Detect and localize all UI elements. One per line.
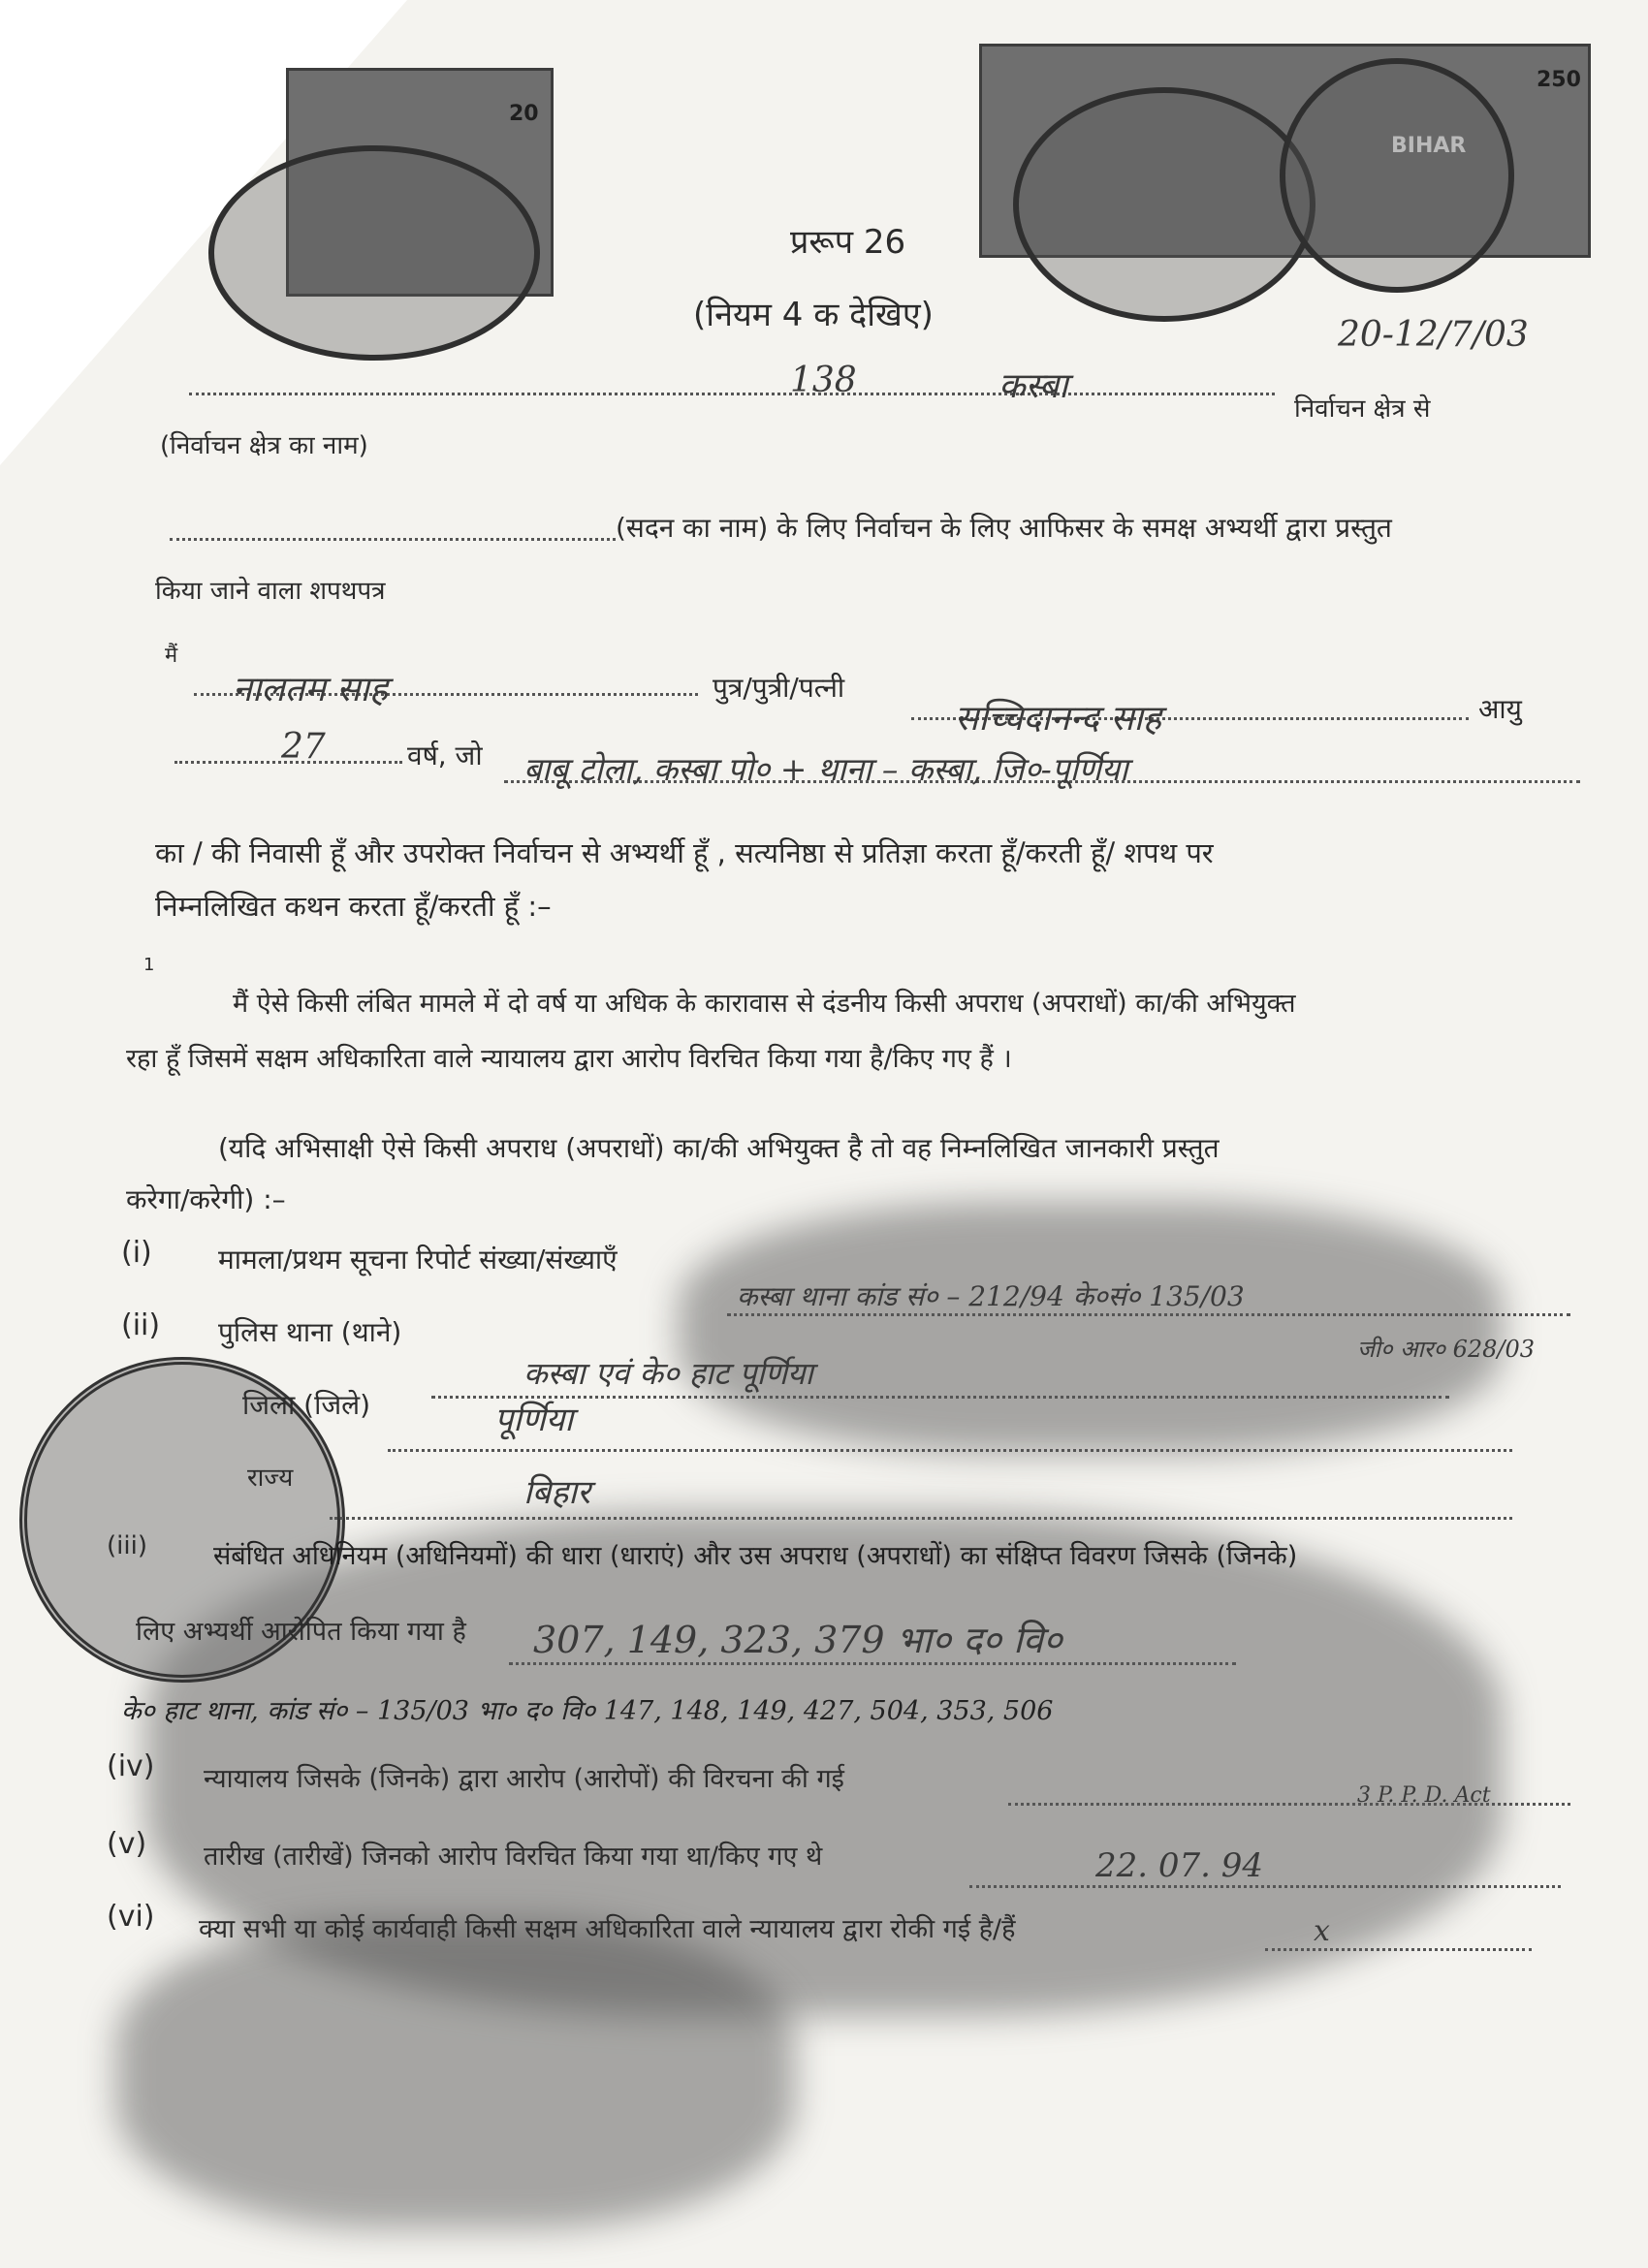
item-v-value: 22. 07. 94	[1095, 1846, 1264, 1885]
item-ii-label: पुलिस थाना (थाने)	[218, 1316, 402, 1348]
item-vi-number: (vi)	[107, 1900, 155, 1934]
constituency-name: कस्बा	[998, 366, 1068, 406]
state-value: बिहार	[523, 1473, 590, 1512]
stamp-seal-left	[208, 145, 540, 361]
stamp-denomination-left: 20	[509, 102, 539, 126]
item-iii-value-2: के० हाट थाना, कांड सं० – 135/03 भा० द० वि० 147, 148, 149, 427, 504, 353, 506	[121, 1696, 1054, 1726]
declarant-prefix: मैं	[165, 644, 178, 668]
stamp-seal-right-2	[1280, 58, 1514, 293]
years-label: वर्ष, जो	[407, 740, 483, 772]
rule-reference: (नियम 4 क देखिए)	[693, 296, 934, 334]
stamp-state: BIHAR	[1391, 134, 1467, 158]
house-line-text-2: किया जाने वाला शपथपत्र	[155, 577, 386, 606]
scan-smudge-1	[679, 1202, 1503, 1454]
district-value: पूर्णिया	[494, 1401, 574, 1439]
item-iii-label-2: लिए अभ्यर्थी आरोपित किया गया है	[136, 1617, 466, 1647]
constituency-dotted-line	[189, 393, 1275, 395]
stamp-seal-right-1	[1013, 87, 1315, 322]
declarant-name: नालतम साह	[233, 670, 388, 709]
item-vi-label: क्या सभी या कोई कार्यवाही किसी सक्षम अधिकारिता वाले न्यायालय द्वारा रोकी गई है/हैं	[199, 1914, 1016, 1944]
section-1-number: 1	[143, 955, 155, 975]
form-title: प्ररूप 26	[790, 223, 906, 262]
section-1-note-1: (यदि अभिसाक्षी ऐसे किसी अपराध (अपराधों) का/की अभियुक्त है तो वह निम्नलिखित जानकारी प्रस्तुत	[218, 1132, 1220, 1164]
item-ii-number: (ii)	[121, 1308, 161, 1342]
item-v-label: तारीख (तारीखें) जिनको आरोप विरचित किया गया था/किए गए थे	[204, 1842, 823, 1872]
item-i-label: मामला/प्रथम सूचना रिपोर्ट संख्या/संख्याएँ	[218, 1244, 618, 1276]
district-line	[388, 1449, 1512, 1452]
district-label: जिला (जिले)	[242, 1389, 371, 1421]
scan-smudge-3	[116, 1919, 795, 2229]
item-vi-line	[1265, 1948, 1532, 1951]
item-iii-value: 307, 149, 323, 379 भा० द० वि०	[533, 1619, 1062, 1661]
section-1-line-1: मैं ऐसे किसी लंबित मामले में दो वर्ष या अधिक के कारावास से दंडनीय किसी अपराध (अपराधों) का/की अभियुक्त	[233, 989, 1296, 1019]
item-i-value-2: जी० आर० 628/03	[1357, 1336, 1536, 1363]
declarant-line-3: का / की निवासी हूँ और उपरोक्त निर्वाचन से अभ्यर्थी हूँ , सत्यनिष्ठा से प्रतिज्ञा करता हूँ/करती हूँ/ शपथ पर	[155, 836, 1214, 869]
stamp-date: 20-12/7/03	[1338, 315, 1529, 355]
stamp-denomination-right: 250	[1537, 68, 1581, 92]
section-1-line-2: रहा हूँ जिसमें सक्षम अधिकारिता वाले न्यायालय द्वारा आरोप विरचित किया गया है/किए गए हैं ।	[126, 1044, 1012, 1074]
house-line-text: (सदन का नाम) के लिए निर्वाचन के लिए आफिसर के समक्ष अभ्यर्थी द्वारा प्रस्तुत	[616, 512, 1392, 544]
section-1-note-2: करेगा/करेगी) :–	[126, 1183, 286, 1215]
parent-name: सच्चिदानन्द साह	[955, 699, 1161, 739]
relation-label: पुत्र/पुत्री/पत्नी	[713, 672, 845, 704]
house-dotted-line	[170, 538, 616, 541]
item-i-value: कस्बा थाना कांड सं० – 212/94 के०सं० 135/03	[737, 1280, 1245, 1312]
item-v-line	[969, 1885, 1561, 1888]
constituency-name-label: (निर्वाचन क्षेत्र का नाम)	[160, 431, 368, 460]
item-iii-number: (iii)	[107, 1531, 147, 1560]
declarant-line-4: निम्नलिखित कथन करता हूँ/करती हूँ :–	[155, 890, 552, 923]
constituency-number: 138	[790, 361, 857, 400]
item-ii-value: कस्बा एवं के० हाट पूर्णिया	[523, 1355, 813, 1392]
address-value: बाबू टोला, कस्बा पो० + थाना – कस्बा, जि०-पूर्णिया	[523, 750, 1128, 788]
item-ii-line	[431, 1396, 1449, 1399]
age-value: 27	[281, 727, 326, 767]
item-i-number: (i)	[121, 1236, 152, 1270]
state-line	[330, 1517, 1512, 1520]
state-label: राज्य	[247, 1464, 294, 1493]
item-vi-value: x	[1314, 1914, 1330, 1948]
item-iv-number: (iv)	[107, 1749, 155, 1783]
item-iv-value: 3 P. P. D. Act	[1357, 1783, 1491, 1808]
constituency-from-label: निर्वाचन क्षेत्र से	[1294, 394, 1431, 424]
item-v-number: (v)	[107, 1827, 147, 1861]
age-label: आयु	[1478, 693, 1522, 725]
item-iii-label-1: संबंधित अधिनियम (अधिनियमों) की धारा (धाराएं) और उस अपराध (अपराधों) का संक्षिप्त विवरण जिसके (जिनके)	[213, 1541, 1298, 1571]
item-iv-label: न्यायालय जिसके (जिनके) द्वारा आरोप (आरोपों) की विरचना की गई	[204, 1764, 844, 1794]
